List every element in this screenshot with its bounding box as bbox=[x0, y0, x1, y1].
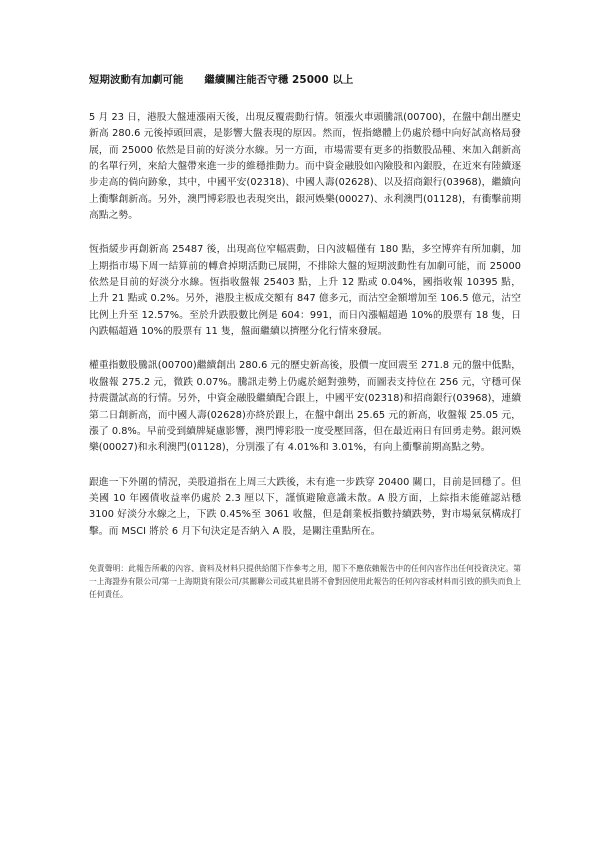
disclaimer-text: 免責聲明：此報告所載的內容、資料及材料只提供給閣下作參考之用，閣下不應依賴報告中的任何內容作出任何投資決定。第一上海證券有限公司/第一上海期貨有限公司/其關聯公司或其雇員將不會對因使用此報告的任何內容或材料而引致的損失而負上任何責任。 bbox=[89, 563, 521, 599]
paragraph-market-summary: 恆指緩步再創新高 25487 後，出現高位窄幅震動，日內波幅僅有 180 點，多空博弈有所加劇，加上期指市場下周一結算前的轉倉掉期活動已展開，不排除大盤的短期波動性有加劇可能，而 25000 依然是目前的好淡分水線。恆指收盤報 25403 點，上升 12 點或 0.04%，國指收報 10395 點，上升 21 點或 0.2%。另外，港股主板成交額有 847 億多元，而沽空金額增加至 106.5 億元，沽空比例上升至 12.57%。至於升跌股數比例是 604：991，而日內漲幅超過 10%的股票有 18 隻，日內跌幅超過 10%的股票有 11 隻，盤面繼續以擠壓分化行情來發展。 bbox=[89, 244, 521, 338]
document-page bbox=[89, 73, 521, 601]
paragraph-intro: 5 月 23 日，港股大盤連漲兩天後，出現反覆震動行情。領漲火車頭騰訊(00700)，在盤中創出歷史新高 280.6 元後掉頭回震，是影響大盤表現的原因。然而，恆指總體上仍處於穩中向好試高格局發展，而 25000 依然是目前的好淡分水線。另一方面，市場需要有更多的指數股品種、來加入創新高的名單行列，來給大盤帶來進一步的維穩推動力。而中資金融股如內險股和內銀股，在近來有陸續逐步走高的倘向跡象，其中，中國平安(02318)、中國人壽(02628)、以及招商銀行(03968)，繼續向上衝擊創新高。另外，澳門博彩股也表現突出，銀河娛樂(00027)、永利澳門(01128)，有衝擊前期高點之勢。 bbox=[89, 112, 521, 222]
paragraph-external-markets: 跟進一下外圍的情況，美股道指在上周三大跌後，未有進一步跌穿 20400 關口，目前是回穩了。但美國 10 年國債收益率仍處於 2.3 厘以下，謹慎避險意識未散。A 股方面，上綜指未能確認站穩 3100 好淡分水線之上，下跌 0.45%至 3061 收盤，但是創業板指數持續跌勢，對市場氣氛構成打擊。而 MSCI 將於 6 月下旬決定是否納入 A 股，是關注重點所在。 bbox=[89, 476, 521, 537]
article-title: 短期波動有加劇可能 繼續關注能否守穩 25000 以上 bbox=[89, 74, 354, 86]
paragraph-heavyweights: 權重指數股騰訊(00700)繼續創出 280.6 元的歷史新高後，股價一度回震至 271.8 元的盤中低點，收盤報 275.2 元，微跌 0.07%。騰訊走勢上仍處於絕對強勢，而圖表支持位在 256 元，守穩可保持震盪試高的行情。另外，中資金融股繼續配合跟上，中國平安(02318)和招商銀行(03968)，連續第二日創新高，而中國人壽(02628)亦終於跟上，在盤中創出 25.65 元的新高，收盤報 25.05 元，漲了 0.8%。早前受到續牌疑慮影響，澳門博彩股一度受壓回落，但在最近兩日有回勇走勢。銀河娛樂(00027)和永利澳門(01128)，分別漲了有 4.01%和 3.01%，有向上衝擊前期高點之勢。 bbox=[89, 360, 521, 454]
